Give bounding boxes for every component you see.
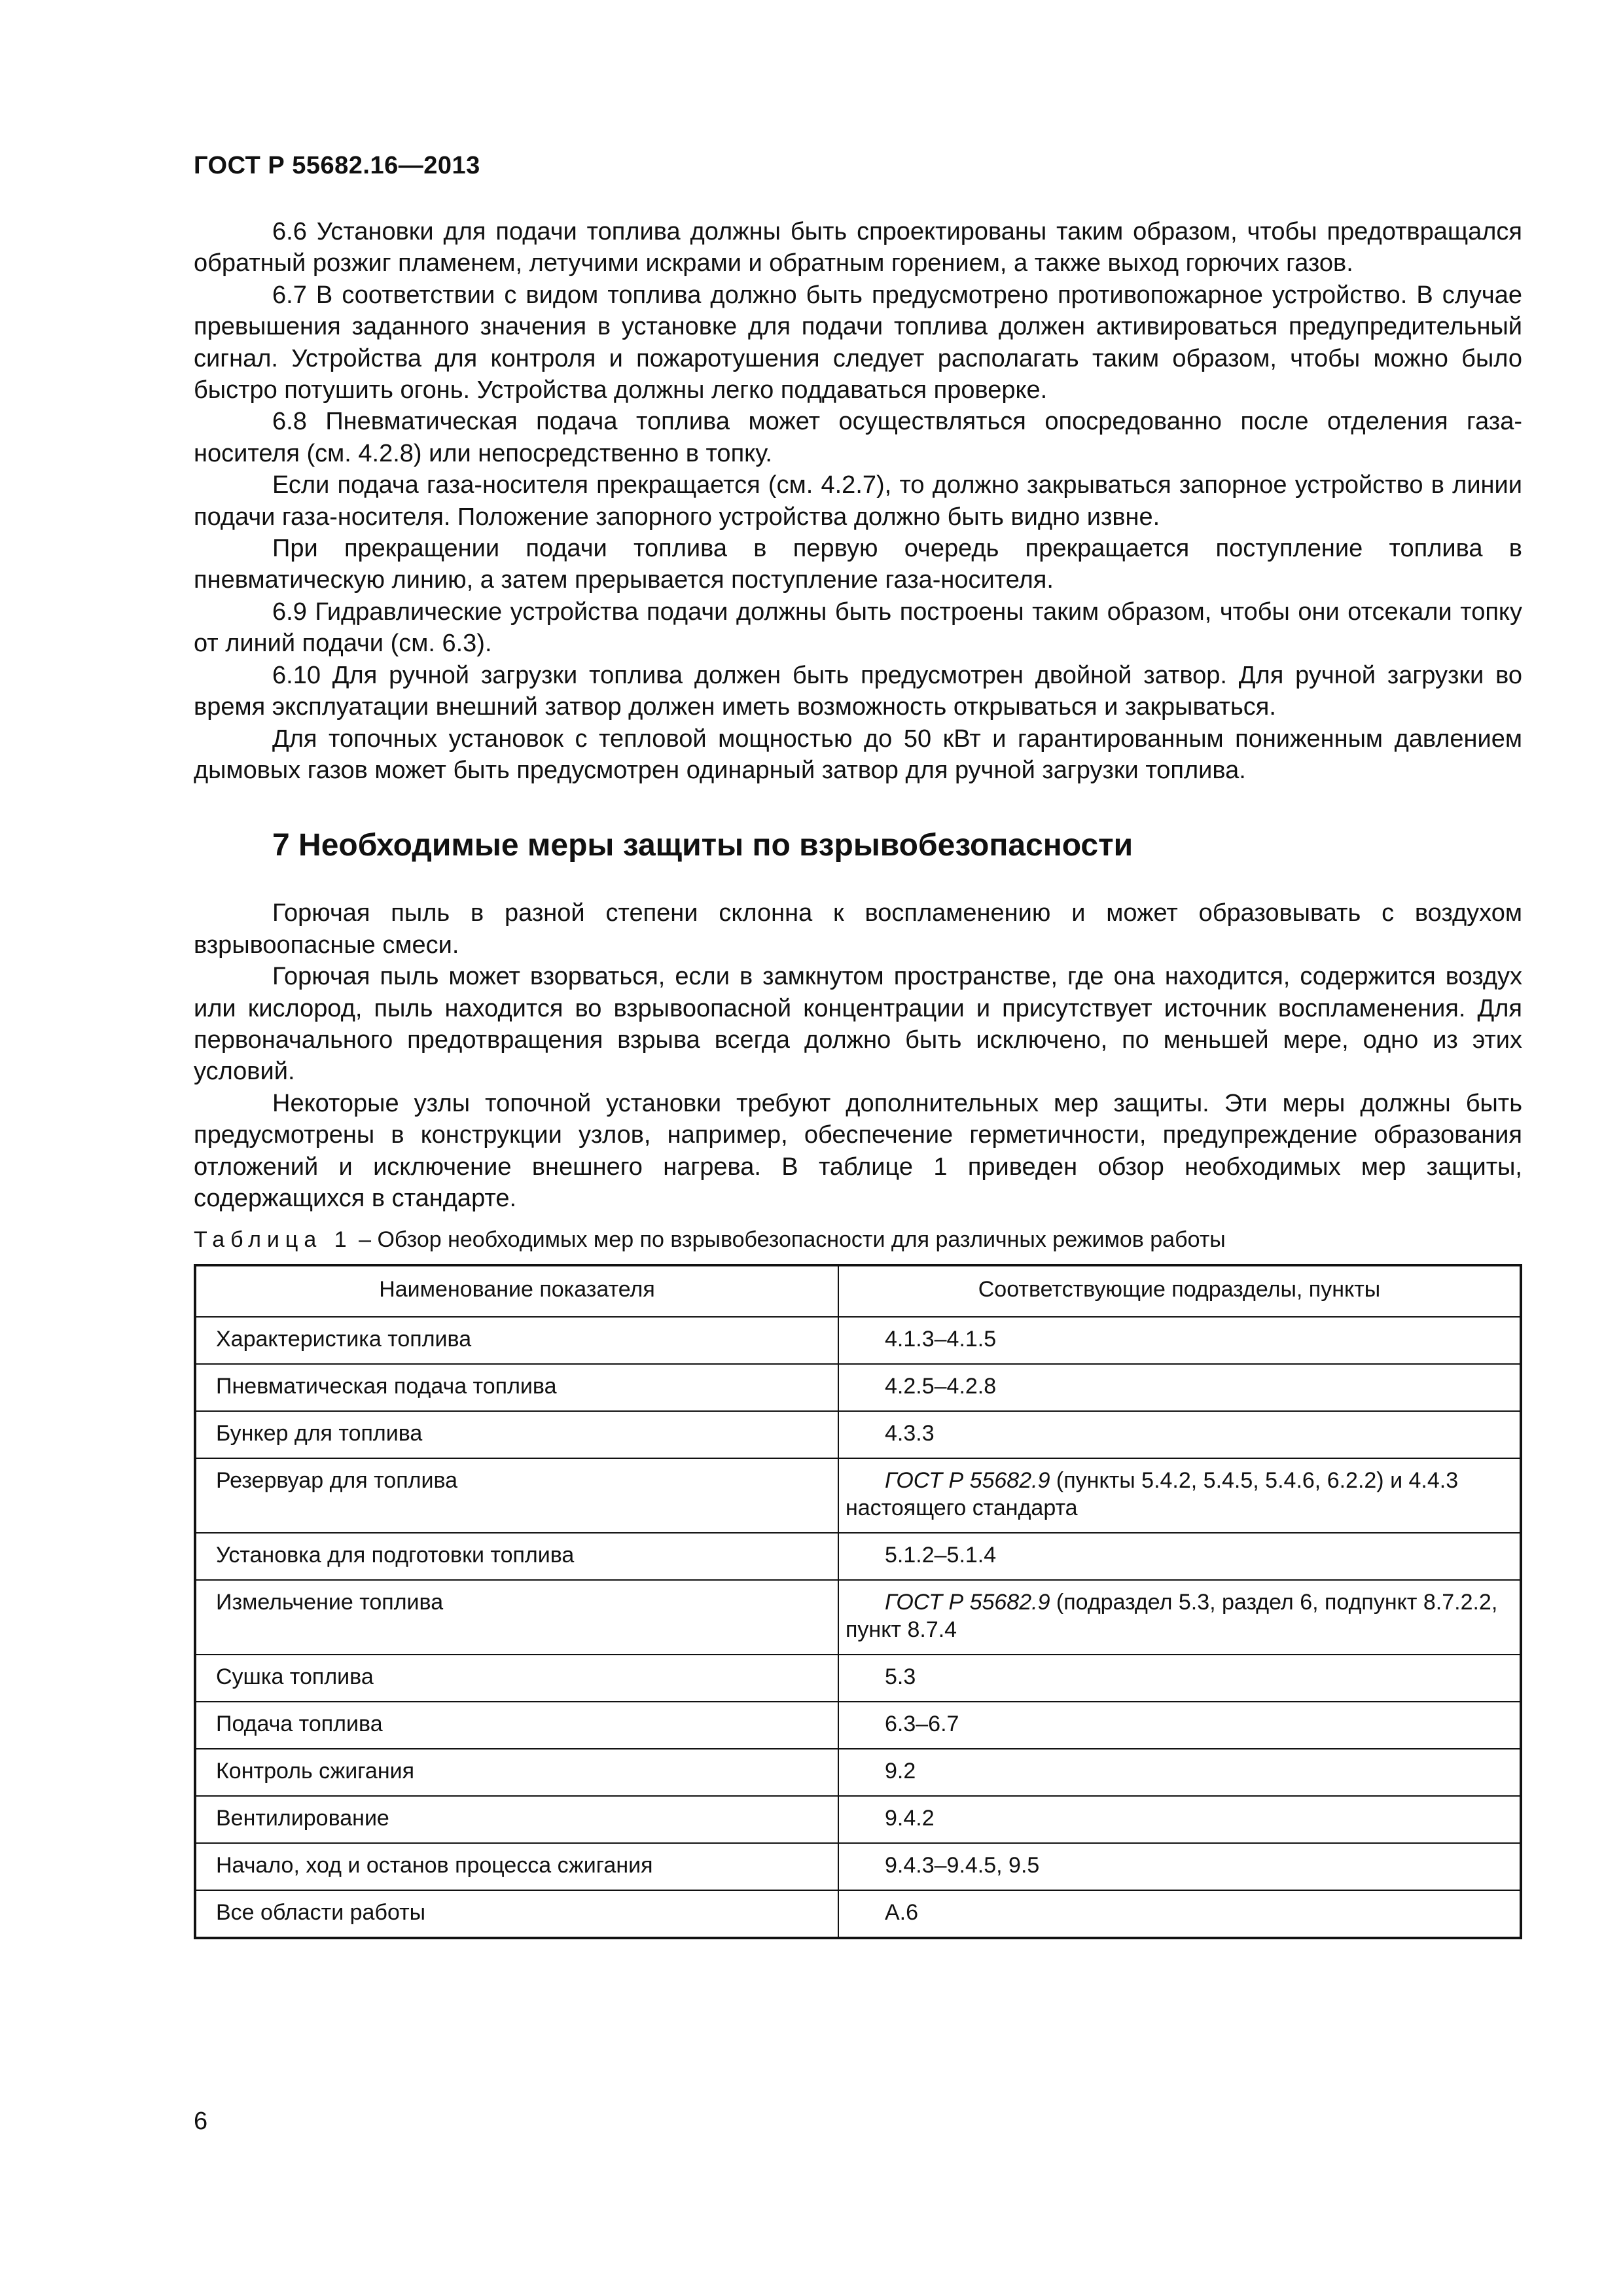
table-header-row xyxy=(195,1265,1521,1317)
page-content xyxy=(194,216,1522,1939)
ref-text-wrap xyxy=(846,1664,916,1689)
ref-text-wrap xyxy=(846,1374,996,1399)
ref-text-wrap xyxy=(846,1421,935,1446)
table-header-name: Наименование показателя xyxy=(195,1265,838,1317)
table-cell-name: Бункер для топлива xyxy=(195,1411,838,1458)
ref-text: (подраздел 5.3, раздел 6, подпункт 8.7.2.2, пункт 8.7.4 xyxy=(846,1590,1498,1643)
table-row xyxy=(195,1533,1521,1580)
table-cell-name: Вентилирование xyxy=(195,1796,838,1843)
table-cell-refs xyxy=(838,1749,1521,1796)
table-row xyxy=(195,1890,1521,1938)
table-cell-name: Измельчение топлива xyxy=(195,1580,838,1655)
table-cell-refs xyxy=(838,1655,1521,1702)
page-header-doc-id: ГОСТ Р 55682.16—2013 xyxy=(194,152,480,179)
paragraph-6-7: 6.7 В соответствии с видом топлива должно быть предусмотрено противопожарное устройство. В случае превышения заданного значения в установке для подачи топлива должен активироваться предупредительный сигнал. Устройства для контроля и пожаротушения следует располагать таким образом, чтобы можно было быстро потушить огонь. Устройства должны легко поддаваться проверке. xyxy=(194,281,1522,404)
ref-text: 4.1.3–4.1.5 xyxy=(885,1327,997,1352)
ref-text-wrap xyxy=(846,1806,935,1831)
table-caption-label: Таблица 1 xyxy=(194,1227,353,1253)
paragraphs-before-section xyxy=(194,216,1522,786)
table-cell-refs xyxy=(838,1843,1521,1890)
table-row xyxy=(195,1411,1521,1458)
table-cell-name: Характеристика топлива xyxy=(195,1317,838,1364)
ref-standard: ГОСТ Р 55682.9 xyxy=(885,1590,1050,1615)
ref-text: 5.3 xyxy=(885,1664,916,1690)
table-cell-name: Резервуар для топлива xyxy=(195,1458,838,1533)
ref-text-wrap xyxy=(846,1900,918,1925)
table-cell-refs xyxy=(838,1796,1521,1843)
paragraph-6-6: 6.6 Установки для подачи топлива должны быть спроектированы таким образом, чтобы предотвращался обратный розжиг пламенем, летучими искрами и обратным горением, а также выход горючих газов. xyxy=(194,218,1522,278)
paragraph-6-8: 6.8 Пневматическая подача топлива может осуществляться опосредованно после отделения газа-носителя (см. 4.2.8) или непосредственно в топку. xyxy=(194,408,1522,467)
table-cell-name: Контроль сжигания xyxy=(195,1749,838,1796)
table-cell-refs xyxy=(838,1458,1521,1533)
table-cell-name: Все области работы xyxy=(195,1890,838,1938)
ref-standard: ГОСТ Р 55682.9 xyxy=(885,1468,1050,1494)
table-cell-name: Сушка топлива xyxy=(195,1655,838,1702)
ref-text: (пункты 5.4.2, 5.4.5, 5.4.6, 6.2.2) и 4.4.3 настоящего стандарта xyxy=(846,1468,1459,1521)
table-cell-refs xyxy=(838,1890,1521,1938)
table-cell-refs xyxy=(838,1411,1521,1458)
section-title: 7 Необходимые меры защиты по взрывобезопасности xyxy=(272,828,1133,863)
ref-text: 9.4.2 xyxy=(885,1806,935,1831)
table-row xyxy=(195,1702,1521,1749)
table-cell-refs xyxy=(838,1702,1521,1749)
table-row xyxy=(195,1749,1521,1796)
paragraph-6-10: 6.10 Для ручной загрузки топлива должен быть предусмотрен двойной затвор. Для ручной загрузки во время эксплуатации внешний затвор должен иметь возможность открываться и закрываться. xyxy=(194,661,1522,721)
ref-text: 4.2.5–4.2.8 xyxy=(885,1374,997,1399)
table-cell-refs xyxy=(838,1580,1521,1655)
table-cell-name: Подача топлива xyxy=(195,1702,838,1749)
paragraph-protection-measures: Некоторые узлы топочной установки требуют дополнительных мер защиты. Эти меры должны быть предусмотрены в конструкции узлов, например, обеспечение герметичности, предупреждение образования отложений и исключение внешнего нагрева. В таблице 1 приведен обзор необходимых мер защиты, содержащихся в стандарте. xyxy=(194,1089,1522,1212)
table-body xyxy=(195,1317,1521,1938)
paragraph-6-10-single-gate: Для топочных установок с тепловой мощностью до 50 кВт и гарантированным пониженным давлением дымовых газов может быть предусмотрен одинарный затвор для ручной загрузки топлива. xyxy=(194,725,1522,784)
table-row xyxy=(195,1580,1521,1655)
measures-table xyxy=(194,1264,1522,1939)
paragraphs-after-section xyxy=(194,897,1522,1214)
ref-text: 5.1.2–5.1.4 xyxy=(885,1543,997,1568)
paragraph-6-9: 6.9 Гидравлические устройства подачи должны быть построены таким образом, чтобы они отсекали топку от линий подачи (см. 6.3). xyxy=(194,598,1522,658)
ref-text-wrap xyxy=(846,1759,916,1784)
page-number: 6 xyxy=(194,2108,208,2135)
table-cell-name: Начало, ход и останов процесса сжигания xyxy=(195,1843,838,1890)
ref-text-wrap xyxy=(846,1590,1497,1642)
table-cell-name: Установка для подготовки топлива xyxy=(195,1533,838,1580)
paragraph-dust-explosion: Горючая пыль может взорваться, если в замкнутом пространстве, где она находится, содержится воздух или кислород, пыль находится во взрывоопасной концентрации и присутствует источник воспламенения. Для первоначального предотвращения взрыва всегда должно быть исключено, по меньшей мере, одно из этих условий. xyxy=(194,963,1522,1086)
table-row xyxy=(195,1364,1521,1411)
paragraph-6-8-carrier-gas: Если подача газа-носителя прекращается (см. 4.2.7), то должно закрываться запорное устройство в линии подачи газа-носителя. Положение запорного устройства должно быть видно извне. xyxy=(194,471,1522,531)
ref-text: А.6 xyxy=(885,1900,919,1926)
table-caption xyxy=(194,1226,1522,1253)
table-row xyxy=(195,1458,1521,1533)
table-cell-name: Пневматическая подача топлива xyxy=(195,1364,838,1411)
table-row xyxy=(195,1843,1521,1890)
table-row xyxy=(195,1796,1521,1843)
paragraph-6-8-fuel-stop: При прекращении подачи топлива в первую очередь прекращается поступление топлива в пневматическую линию, а затем прерывается поступление газа-носителя. xyxy=(194,535,1522,594)
ref-text-wrap xyxy=(846,1712,959,1736)
paragraph-dust-ignition: Горючая пыль в разной степени склонна к воспламенению и может образовывать с воздухом взрывоопасные смеси. xyxy=(194,899,1522,959)
table-header-refs: Соответствующие подразделы, пункты xyxy=(838,1265,1521,1317)
ref-text-wrap xyxy=(846,1853,1039,1878)
table-row xyxy=(195,1317,1521,1364)
ref-text-wrap xyxy=(846,1468,1458,1520)
table-row xyxy=(195,1655,1521,1702)
table-cell-refs xyxy=(838,1317,1521,1364)
ref-text: 9.2 xyxy=(885,1759,916,1784)
ref-text: 4.3.3 xyxy=(885,1421,935,1446)
ref-text-wrap xyxy=(846,1543,996,1568)
table-cell-refs xyxy=(838,1533,1521,1580)
ref-text: 6.3–6.7 xyxy=(885,1712,959,1737)
ref-text-wrap xyxy=(846,1327,996,1352)
table-cell-refs xyxy=(838,1364,1521,1411)
ref-text: 9.4.3–9.4.5, 9.5 xyxy=(885,1853,1040,1878)
table-caption-text: – Обзор необходимых мер по взрывобезопасности для различных режимов работы xyxy=(352,1227,1226,1253)
